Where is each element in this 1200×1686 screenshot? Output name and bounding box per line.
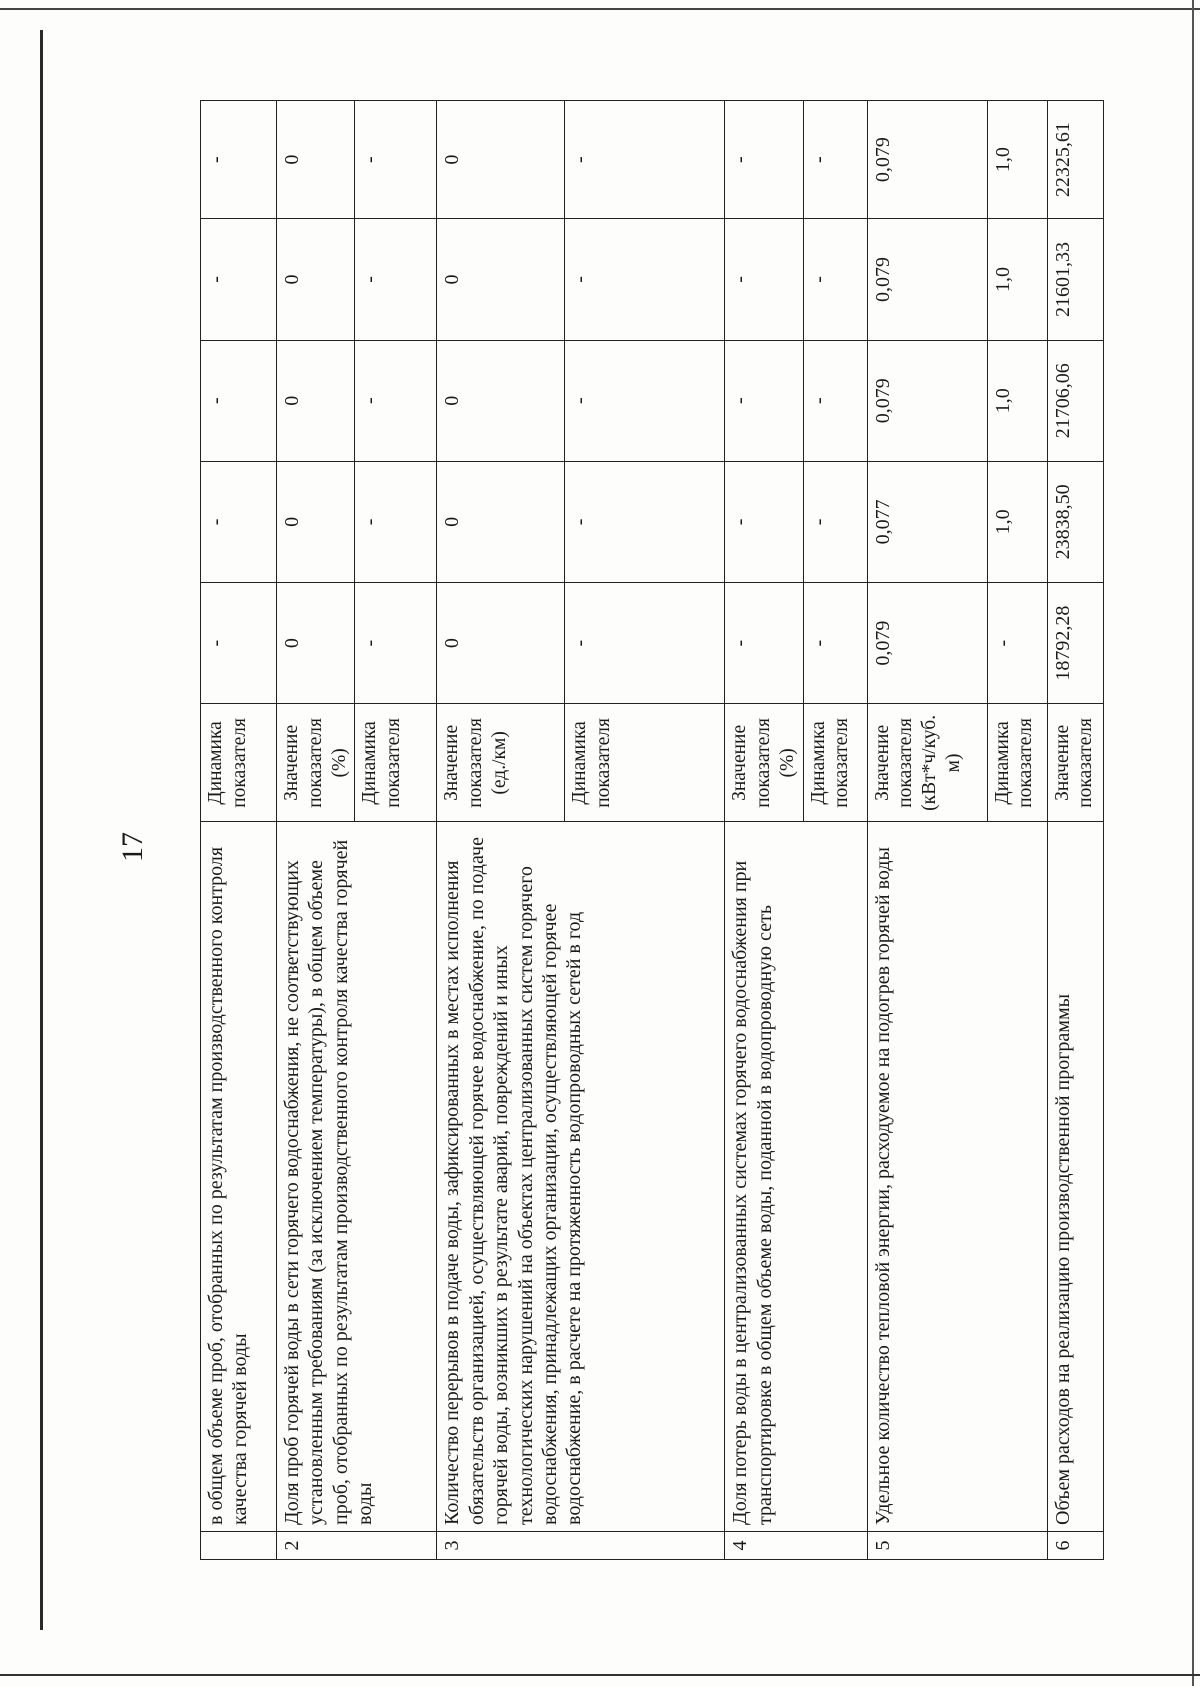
- value-cell: -: [565, 101, 725, 219]
- value-cell: 0: [277, 101, 355, 219]
- row-number-cell: 6: [1047, 1531, 1103, 1559]
- value-cell: 1,0: [987, 219, 1047, 340]
- value-cell: -: [201, 101, 277, 219]
- value-cell: -: [201, 340, 277, 461]
- indicator-label: Динамика показателя: [803, 704, 867, 822]
- value-cell: -: [355, 101, 437, 219]
- value-cell: 0: [277, 219, 355, 340]
- scan-edge-left: [40, 30, 43, 1630]
- table-row: [725, 101, 803, 1560]
- indicator-description: Объем расходов на реализацию производственной программы: [1047, 822, 1103, 1531]
- scan-edge-right: [1192, 0, 1194, 1686]
- indicator-label: Значение показателя (ед./км): [437, 704, 565, 822]
- value-cell: 0: [277, 583, 355, 704]
- table-row: [1047, 101, 1103, 1560]
- value-cell: 0,077: [867, 461, 987, 582]
- value-cell: 1,0: [987, 101, 1047, 219]
- row-number-cell: 5: [867, 1531, 1047, 1559]
- indicator-label: Значение показателя: [1047, 704, 1103, 822]
- value-cell: 0: [437, 461, 565, 582]
- value-cell: 0,079: [867, 219, 987, 340]
- rotated-table-container: [200, 100, 1104, 1560]
- value-cell: -: [725, 461, 803, 582]
- value-cell: -: [565, 340, 725, 461]
- indicators-table: [200, 100, 1104, 1560]
- value-cell: 0,079: [867, 340, 987, 461]
- value-cell: -: [803, 219, 867, 340]
- indicator-description: Доля проб горячей воды в сети горячего водоснабжения, не соответствующих установленным требованиям (за исключением температуры), в общем объеме проб, отобранных по результатам производственного контроля качества горячей воды: [277, 822, 437, 1531]
- value-cell: 1,0: [987, 461, 1047, 582]
- value-cell: -: [803, 101, 867, 219]
- value-cell: -: [803, 340, 867, 461]
- indicator-label: Значение показателя (кВт*ч/куб. м): [867, 704, 987, 822]
- value-cell: 0: [437, 219, 565, 340]
- indicator-label: Динамика показателя: [355, 704, 437, 822]
- value-cell: 0: [277, 340, 355, 461]
- value-cell: 0: [277, 461, 355, 582]
- indicator-label: Динамика показателя: [201, 704, 277, 822]
- value-cell: 21706,06: [1047, 340, 1103, 461]
- value-cell: -: [201, 583, 277, 704]
- value-cell: -: [201, 461, 277, 582]
- value-cell: -: [725, 219, 803, 340]
- value-cell: -: [565, 219, 725, 340]
- value-cell: -: [725, 101, 803, 219]
- value-cell: -: [725, 583, 803, 704]
- value-cell: 22325,61: [1047, 101, 1103, 219]
- value-cell: -: [355, 219, 437, 340]
- row-number-cell: 4: [725, 1531, 867, 1559]
- row-number-cell: 2: [277, 1531, 437, 1559]
- value-cell: -: [803, 583, 867, 704]
- scan-edge-bottom: [0, 1674, 1200, 1676]
- table-row: [277, 101, 355, 1560]
- value-cell: 0,079: [867, 101, 987, 219]
- value-cell: 21601,33: [1047, 219, 1103, 340]
- indicator-label: Значение показателя (%): [277, 704, 355, 822]
- value-cell: -: [355, 340, 437, 461]
- table-row: [867, 101, 987, 1560]
- value-cell: -: [355, 461, 437, 582]
- value-cell: -: [201, 219, 277, 340]
- value-cell: 0,079: [867, 583, 987, 704]
- value-cell: 0: [437, 101, 565, 219]
- value-cell: -: [355, 583, 437, 704]
- indicator-description: в общем объеме проб, отобранных по результатам производственного контроля качества горячей воды: [201, 822, 277, 1531]
- value-cell: -: [803, 461, 867, 582]
- value-cell: -: [725, 340, 803, 461]
- indicator-label: Значение показателя (%): [725, 704, 803, 822]
- value-cell: 23838,50: [1047, 461, 1103, 582]
- row-number-cell: [201, 1531, 277, 1559]
- row-number-cell: 3: [437, 1531, 725, 1559]
- table-row: [201, 101, 277, 1560]
- value-cell: 18792,28: [1047, 583, 1103, 704]
- indicator-label: Динамика показателя: [987, 704, 1047, 822]
- indicator-description: Доля потерь воды в централизованных системах горячего водоснабжения при транспортировке в общем объеме воды, поданной в водопроводную сеть: [725, 822, 867, 1531]
- indicator-label: Динамика показателя: [565, 704, 725, 822]
- value-cell: -: [987, 583, 1047, 704]
- table-row: [437, 101, 565, 1560]
- value-cell: 1,0: [987, 340, 1047, 461]
- value-cell: -: [565, 583, 725, 704]
- scan-edge-top: [0, 8, 1200, 10]
- indicator-description: Количество перерывов в подаче воды, зафиксированных в местах исполнения обязательств организацией, осуществляющей горячее водоснабжение, по подаче горячей воды, возникших в результате аварий, повреждений и иных технологических нарушений на объектах централизованных систем горячего водоснабжения, принадлежащих организации, осуществляющей горячее водоснабжение, в расчете на протяженность водопроводных сетей в год: [437, 822, 725, 1531]
- indicator-description: Удельное количество тепловой энергии, расходуемое на подогрев горячей воды: [867, 822, 1047, 1531]
- value-cell: -: [565, 461, 725, 582]
- page-number: 17: [116, 832, 149, 862]
- value-cell: 0: [437, 340, 565, 461]
- value-cell: 0: [437, 583, 565, 704]
